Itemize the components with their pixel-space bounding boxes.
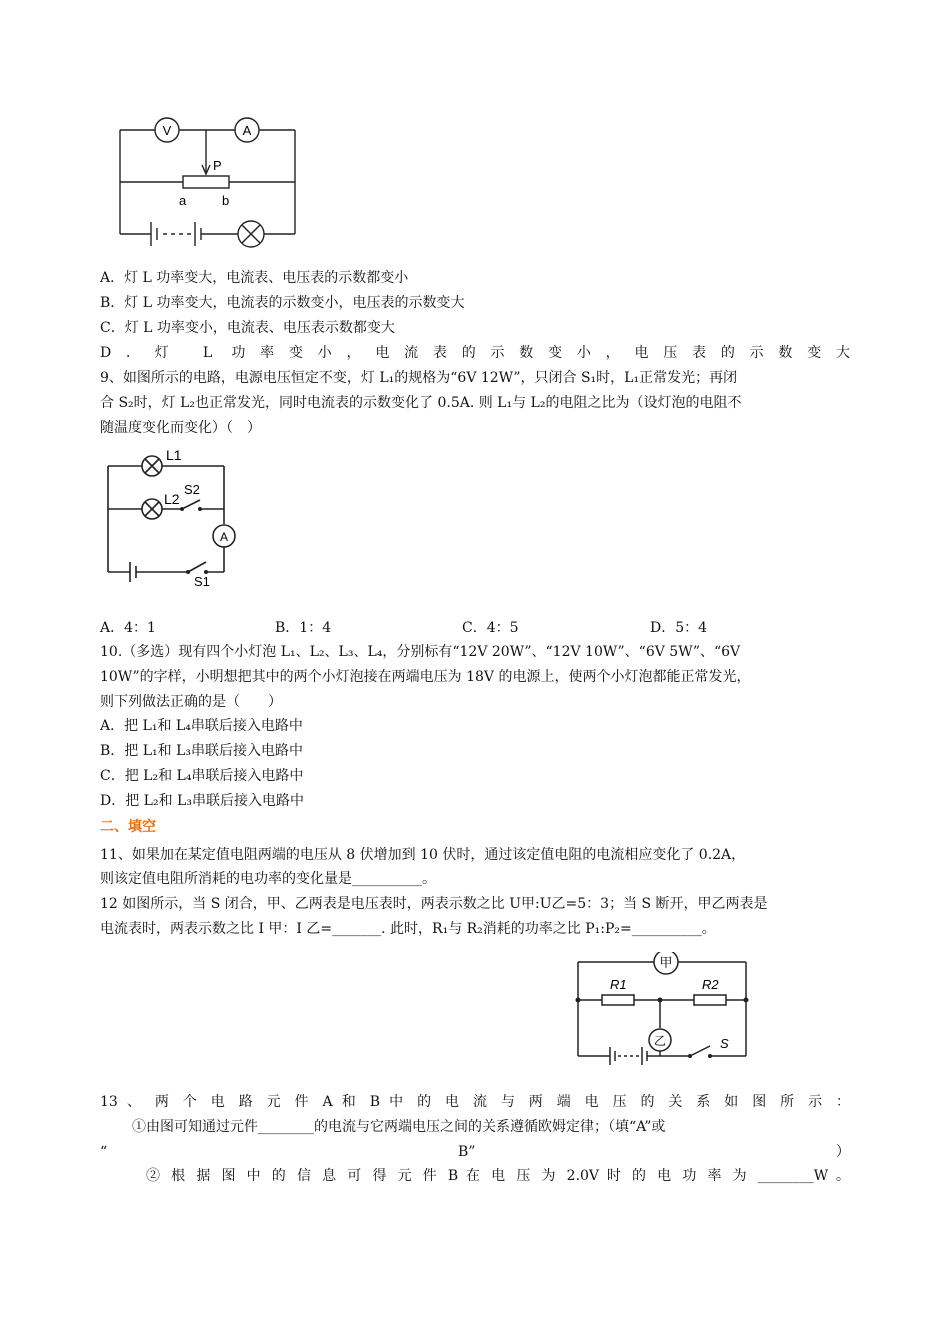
- q10-text-line-2: 10W”的字样，小明想把其中的两个小灯泡接在两端电压为 18V 的电源上，使两个小灯泡都能正常发光，: [100, 669, 751, 685]
- q9-option-b: B．1：4: [275, 620, 332, 636]
- q10-option-c: C．把 L₂和 L₄串联后接入电路中: [100, 768, 304, 784]
- q8-option-c: C．灯 L 功率变小，电流表、电压表示数都变大: [100, 320, 395, 336]
- q10-text-line-3: 则下列做法正确的是（ ）: [100, 694, 282, 710]
- q9-text-line-3: 随温度变化而变化）（ ）: [100, 420, 261, 436]
- q8-slider-label: P: [213, 158, 222, 173]
- q8-option-d: D．灯 L 功率变小，电流表的示数变小，电压表的示数变大: [100, 345, 850, 361]
- q12-r1-label: R1: [610, 977, 627, 992]
- q9-text-line-1: 9、如图所示的电路，电源电压恒定不变，灯 L₁的规格为“6V 12W”，只闭合 S₁时，L₁正常发光；再闭: [100, 370, 738, 386]
- q9-option-a: A．4：1: [100, 620, 156, 636]
- q13-line3-option-b: B”: [458, 1144, 476, 1160]
- q8-circuit-diagram: [115, 112, 300, 252]
- q12-r2-label: R2: [702, 977, 719, 992]
- q9-option-d: D．5：4: [650, 620, 708, 636]
- q13-text-line-3: [100, 1142, 850, 1162]
- q10-text-line-1: 10.（多选）现有四个小灯泡 L₁、L₂、L₃、L₄，分别标有“12V 20W”、“12V 10W”、“6V 5W”、“6V: [100, 644, 741, 660]
- q8-ammeter-label: A: [242, 123, 252, 138]
- q10-option-a: A．把 L₁和 L₄串联后接入电路中: [100, 718, 303, 734]
- q10-option-d: D．把 L₂和 L₃串联后接入电路中: [100, 793, 304, 809]
- q13-text-line-2: ①由图可知通过元件________的电流与它两端电压之间的关系遵循欧姆定律；（填“A”或: [132, 1119, 666, 1135]
- q8-option-b: B．灯 L 功率变大，电流表的示数变小，电压表的示数变大: [100, 295, 465, 311]
- q9-l2-label: L2: [164, 491, 180, 507]
- q11-text-line-1: 11、如果加在某定值电阻两端的电压从 8 伏增加到 10 伏时，通过该定值电阻的电流相应变化了 0.2A，: [100, 847, 746, 863]
- q9-ammeter-label: A: [219, 530, 229, 544]
- q13-text-line-4: ② 根 据 图 中 的 信 息 可 得 元 件 B 在 电 压 为 2.0V 时 的 电 功 率 为 ________W 。: [146, 1168, 850, 1184]
- q13-line3-close-paren: ）: [836, 1144, 850, 1160]
- q8-option-a: A．灯 L 功率变大，电流表、电压表的示数都变小: [100, 270, 409, 286]
- q9-s2-label: S2: [184, 482, 200, 497]
- q12-circuit-diagram: [570, 952, 755, 1068]
- q12-switch-label: S: [720, 1036, 729, 1051]
- q12-meter-jia-label: 甲: [659, 955, 673, 970]
- section-title-fill-in: 二、填空: [100, 819, 156, 835]
- q10-option-b: B．把 L₁和 L₃串联后接入电路中: [100, 743, 304, 759]
- q9-text-line-2: 合 S₂时，灯 L₂也正常发光，同时电流表的示数变化了 0.5A. 则 L₁与 L₂的电阻之比为（设灯泡的电阻不: [100, 395, 742, 411]
- q9-s1-label: S1: [194, 574, 210, 589]
- q13-line3-open-quote: “: [100, 1144, 108, 1160]
- q11-text-line-2: 则该定值电阻所消耗的电功率的变化量是__________。: [100, 871, 436, 887]
- q8-end-b-label: b: [222, 193, 230, 208]
- q12-meter-yi-label: 乙: [653, 1034, 667, 1048]
- q9-options-row: [100, 618, 850, 638]
- q9-circuit-diagram: [100, 446, 250, 592]
- q12-text-line-2: 电流表时，两表示数之比 I 甲：I 乙=_______. 此时，R₁与 R₂消耗的功率之比 P₁:P₂=__________。: [100, 921, 716, 937]
- q8-end-a-label: a: [179, 193, 187, 208]
- q9-option-c: C．4：5: [462, 620, 519, 636]
- q12-text-line-1: 12 如图所示，当 S 闭合，甲、乙两表是电压表时，两表示数之比 U甲:U乙=5：3；当 S 断开，甲乙两表是: [100, 896, 768, 912]
- q13-text-line-1: 13 、 两 个 电 路 元 件 A 和 B 中 的 电 流 与 两 端 电 压 的 关 系 如 图 所 示 ：: [100, 1094, 850, 1110]
- q8-voltmeter-label: V: [162, 123, 172, 138]
- q9-l1-label: L1: [166, 447, 182, 463]
